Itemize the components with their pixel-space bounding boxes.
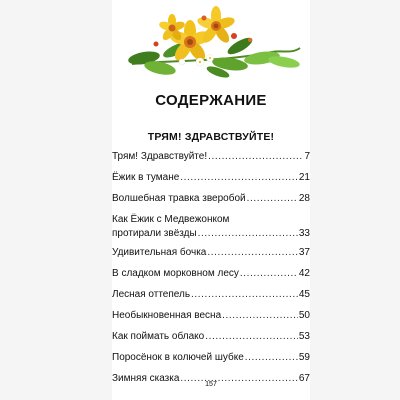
- toc-entry-page: 45: [298, 289, 310, 300]
- toc-entry[interactable]: [112, 268, 310, 280]
- toc-entry-title: Лесная оттепель: [112, 289, 191, 300]
- toc-entry[interactable]: [112, 247, 310, 259]
- toc-leader-dots: [240, 268, 298, 280]
- toc-leader-dots: [207, 247, 298, 259]
- toc-entry-page: 50: [298, 310, 310, 321]
- toc-entry[interactable]: [112, 310, 310, 322]
- toc-entry[interactable]: [112, 214, 310, 240]
- book-page: [112, 0, 310, 400]
- toc-entry-title: Поросёнок в колючей шубке: [112, 352, 244, 363]
- toc-entry-page: 53: [298, 331, 310, 342]
- toc-entry-page: 67: [298, 373, 310, 384]
- toc-entry[interactable]: [112, 193, 310, 205]
- toc-entry[interactable]: [112, 331, 310, 343]
- toc-entry-title: Необыкновенная весна: [112, 310, 222, 321]
- toc-entry-page: 59: [298, 352, 310, 363]
- page-title: СОДЕРЖАНИЕ: [155, 92, 267, 109]
- toc-leader-dots: [208, 151, 303, 163]
- toc-entry-page: 33: [298, 228, 310, 239]
- toc-entry-title: Ёжик в тумане: [112, 172, 180, 183]
- toc-leader-dots: [247, 193, 298, 205]
- flower-branch-icon: [112, 2, 310, 82]
- toc-entry[interactable]: [112, 172, 310, 184]
- toc-entry[interactable]: [112, 289, 310, 301]
- toc-leader-dots: [222, 310, 298, 322]
- toc-entry-page: 37: [298, 247, 310, 258]
- toc-entry-page: 21: [298, 172, 310, 183]
- toc-entry[interactable]: [112, 151, 310, 163]
- toc-entry[interactable]: [112, 352, 310, 364]
- toc-entry-title-line1: Как Ёжик с Медвежонком: [112, 214, 230, 225]
- toc-entry-title: Волшебная травка зверобой: [112, 193, 246, 204]
- toc-leader-dots: [245, 352, 298, 364]
- toc-entry-title: Удивительная бочка: [112, 247, 207, 258]
- toc-entry-title: В сладком морковном лесу: [112, 268, 239, 279]
- toc-entry-title: протирали звёзды: [112, 228, 197, 239]
- toc-leader-dots: [191, 289, 298, 301]
- page-number: 157: [205, 381, 217, 388]
- toc-entry-title: Зимняя сказка: [112, 373, 180, 384]
- toc-entry-page: 7: [304, 151, 310, 162]
- toc-leader-dots: [205, 331, 298, 343]
- toc-entry-page: 42: [298, 268, 310, 279]
- toc-entry-title: Трям! Здравствуйте!: [112, 151, 208, 162]
- toc-entry-title: Как поймать облако: [112, 331, 205, 342]
- section-title: ТРЯМ! ЗДРАВСТВУЙТЕ!: [147, 131, 275, 143]
- toc-leader-dots: [180, 172, 298, 184]
- toc-leader-dots: [198, 228, 298, 240]
- toc-entry-page: 28: [298, 193, 310, 204]
